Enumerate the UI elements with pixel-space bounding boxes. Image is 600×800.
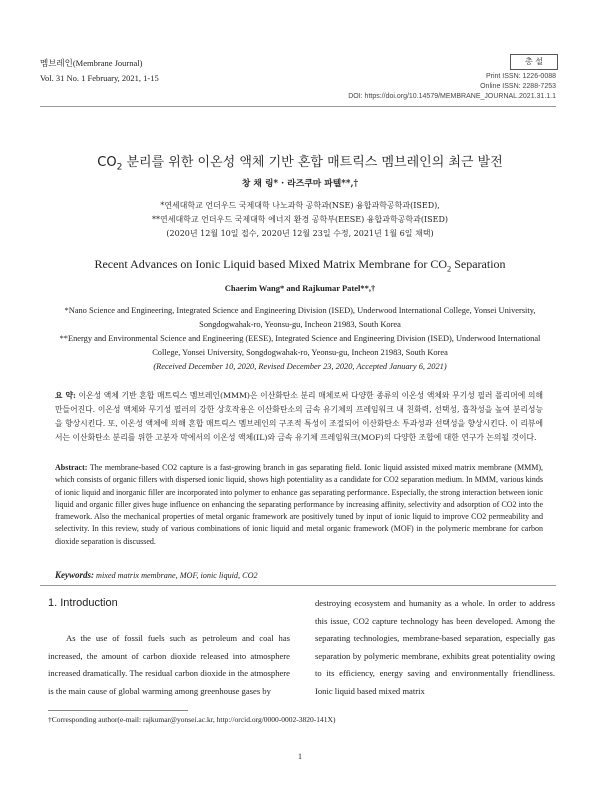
english-abstract-text: The membrane-based CO2 capture is a fast-growing branch in gas separating field. Ionic liquid assisted mixed matrix membrane (MMM), which consists of organic fillers with dispersed ionic liquid, shows high potentiality as a candidate for CO2 separation medium. In MMM, various kinds of ionic liquid and inorganic filler are incorporated into polymer to enhance gas separating performance. Especially, the strong interaction between ionic liquid and organic filler gives huge influence on enhancing the separating performance by increasing affinity, selectivity and adsorption of CO2 into the framework. Also the mechanical properties of metal organic framework are positively tuned by input of ionic liquid to improve CO2 permeability and selectivity. In this review, study of various combinations of ionic liquid and metal organic framework (MOF) in the polymeric membrane for carbon dioxide separation is discussed. [55, 463, 543, 546]
page-number: 1 [298, 752, 302, 761]
korean-affiliations [0, 199, 600, 241]
journal-info [40, 56, 159, 86]
left-column-text: As the use of fossil fuels such as petroleum and coal has increased, the amount of carbon dioxide released into atmosphere increased dramatically. The residual carbon dioxide in the atmosphere is the main cause of global warming among greenhouse gases by [48, 633, 290, 696]
korean-dates: (2020년 12월 10일 접수, 2020년 12월 23일 수정, 2021년 1월 6일 채택) [166, 229, 434, 238]
english-affiliations [46, 304, 554, 374]
korean-abstract-label: 요 약: [55, 391, 76, 400]
korean-title: $CO_2$ 분리를 위한 이온성 액체 기반 혼합 매트릭스 멤브레인의 최근 발전 [97, 155, 503, 173]
issn-block [348, 72, 556, 102]
keywords-text: mixed matrix membrane, MOF, ionic liquid, CO2 [94, 571, 258, 580]
korean-abstract-text: 이온성 액체 기반 혼합 매트릭스 멤브레인(MMM)은 이산화탄소 분리 매체로써 다양한 종류의 이온성 액체와 무기성 필러 폴리머에 의해 만들어진다. 이온성 액체와 무기성 필러의 강한 상호작용은 이산화탄소의 금속 유기체의 프레임워크 내 친화력, 선택성, 흡착성을 높여 분리성능을 향상시킨다. 또, 이온성 액체에 의해 혼합 매트릭스 멤브레인의 구조적 특성이 조절되어 이산화탄소 투과성과 선택성을 향상시킨다. 이 리뷰에서는 이산화탄소 분리를 위한 고분자 막에서의 이온성 액체(IL)와 금속 유기체 프레임워크(MOF)의 다양한 조합에 대한 연구가 논의될 것이다. [55, 391, 543, 442]
korean-authors: 창 채 링* · 라즈쿠마 파텔**,† [241, 179, 359, 189]
english-abstract-label: Abstract: [55, 463, 88, 472]
english-affiliation-2: **Energy and Environmental Science and Engineering (EESE), Integrated Science and Engineering Division (ISED), Underwood International College, Yonsei University, Songdogwahak-ro, Yeonsu-gu, Incheon 21983, South Korea [59, 334, 541, 357]
journal-name: 멤브레인(Membrane Journal) [40, 58, 143, 68]
footnote: †Corresponding author(e-mail: rajkumar@yonsei.ac.kr, http://orcid.org/0000-0002-3820-141X) [48, 715, 336, 724]
korean-affiliation-2: **연세대학교 언더우드 국제대학 에너지 환경 공학부(EESE) 융합과학공학과(ISED) [151, 215, 449, 224]
english-affiliation-1: *Nano Science and Engineering, Integrated Science and Engineering Division (ISED), Underwood International College, Yonsei University, Songdogwahak-ro, Yeonsu-gu, Incheon 21983, South Korea [64, 306, 536, 329]
journal-volume: Vol. 31 No. 1 February, 2021, 1-15 [40, 73, 159, 83]
abstract-rule [40, 585, 556, 586]
keywords [55, 570, 543, 580]
doi: DOI: https://doi.org/10.14579/MEMBRANE_JOURNAL.2021.31.1.1 [348, 93, 556, 100]
print-issn: Print ISSN: 1226-0088 [485, 73, 556, 80]
keywords-label: Keywords: [55, 570, 94, 580]
right-column-text: destroying ecosystem and humanity as a whole. In order to address this issue, CO2 capture technology has been developed. Among the separating technologies, membrane-based separation, especially gas separation by polymeric membrane, exhibits great potentiality owing to its efficiency, energy saving and environmentally friendliness. Ionic liquid based mixed matrix [315, 598, 555, 696]
section-title: 1. Introduction [48, 597, 118, 609]
english-dates: (Received December 10, 2020, Revised December 23, 2020, Accepted January 6, 2021) [153, 362, 447, 371]
online-issn: Online ISSN: 2288-7253 [480, 83, 556, 90]
footnote-rule [48, 710, 188, 711]
article-type-badge: 총 설 [510, 54, 558, 70]
korean-abstract [55, 389, 543, 445]
header-rule [40, 106, 556, 107]
english-title: Recent Advances on Ionic Liquid based Mixed Matrix Membrane for $CO_2$ Separation [94, 257, 506, 274]
english-authors: Chaerim Wang* and Rajkumar Patel**,† [224, 283, 376, 293]
korean-affiliation-1: *연세대학교 언더우드 국제대학 나노과학 공학과(NSE) 융합과학공학과(ISED), [160, 201, 440, 210]
english-abstract [55, 462, 543, 548]
